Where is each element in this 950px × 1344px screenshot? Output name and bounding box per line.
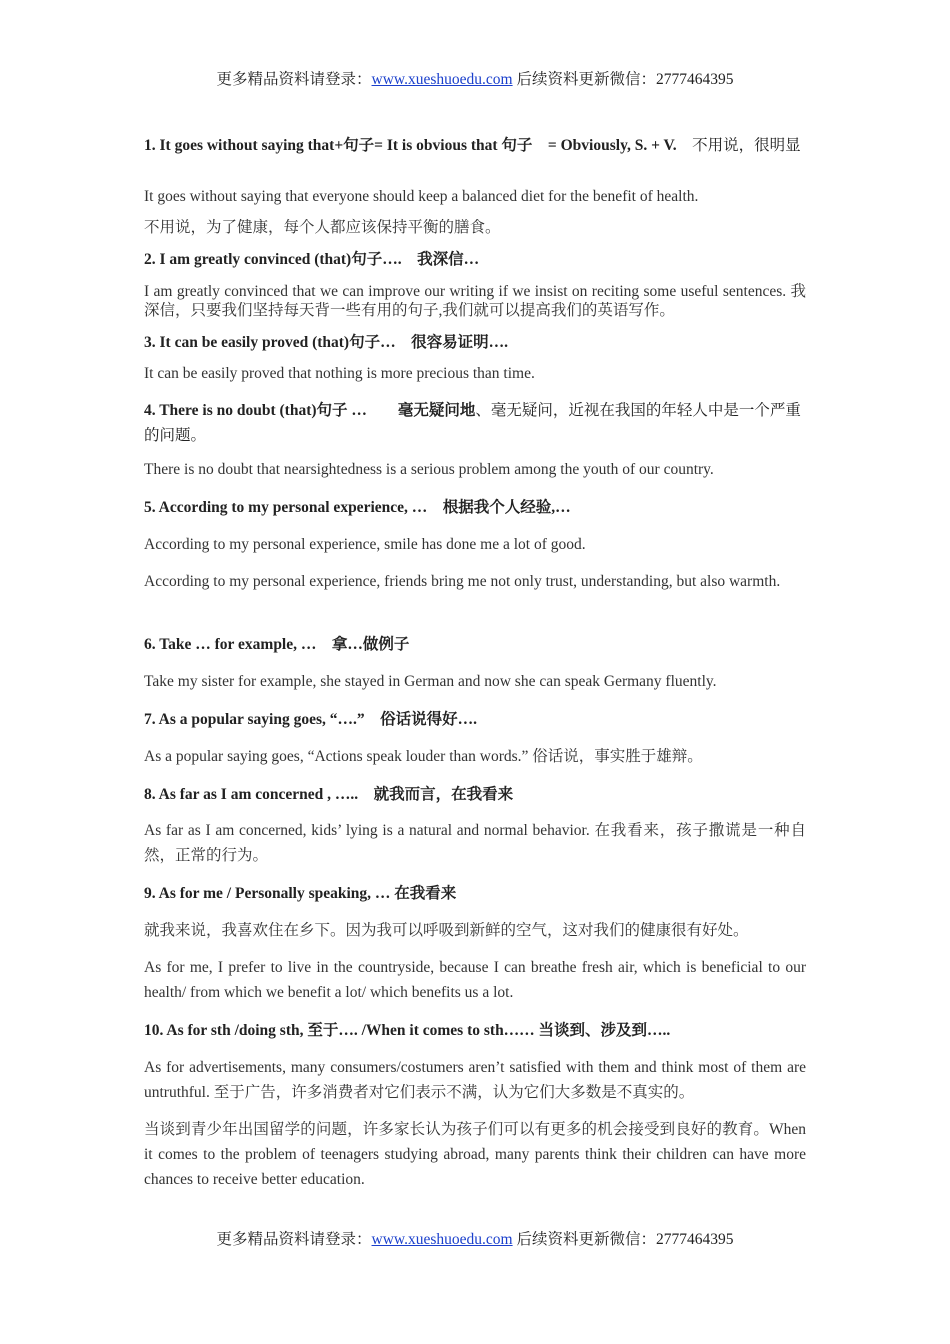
item-9-example: As for me, I prefer to live in the countryside, because I can breathe fresh air, which is beneficial to our health/ from which we benefit a lot/ which benefits us a lot. <box>144 959 806 1001</box>
item-10-example-2: 当谈到青少年出国留学的问题，许多家长认为孩子们可以有更多的机会接受到良好的教育。When it comes to the problem of teenagers studying abroad, many parents think their children can have more chances to receive better education. <box>144 1121 806 1188</box>
item-1-example: It goes without saying that everyone should keep a balanced diet for the benefit of health. <box>144 188 699 205</box>
item-8-example: As far as I am concerned, kids’ lying is a natural and normal behavior. 在我看来，孩子撒谎是一种自然，正常的行为。 <box>144 822 806 864</box>
item-6-example: Take my sister for example, she stayed in German and now she can speak Germany fluently. <box>144 673 717 690</box>
item-4-example: There is no doubt that nearsightedness is a serious problem among the youth of our country. <box>144 461 714 478</box>
item-10-example-1: As for advertisements, many consumers/costumers aren’t satisfied with them and think most of them are untruthful. 至于广告，许多消费者对它们表示不满，认为它们大多数是不真实的。 <box>144 1059 806 1101</box>
item-3-heading: 3. It can be easily proved (that)句子… 很容易证明…. <box>144 334 508 351</box>
item-7-example: As a popular saying goes, “Actions speak louder than words.” 俗话说，事实胜于雄辩。 <box>144 748 703 765</box>
item-4-heading: 4. There is no doubt (that)句子 … 毫无疑问地、毫无疑问，近视在我国的年轻人中是一个严重的问题。 <box>144 402 801 444</box>
item-1-heading-tail: 不用说，很明显 <box>692 137 801 154</box>
page-footer <box>0 1227 950 1249</box>
item-8-heading: 8. As far as I am concerned , ….. 就我而言，在我看来 <box>144 786 514 803</box>
item-5-example-1: According to my personal experience, smile has done me a lot of good. <box>144 536 586 553</box>
item-9-heading: 9. As for me / Personally speaking, … 在我看来 <box>144 885 457 902</box>
item-7-heading: 7. As a popular saying goes, “….” 俗话说得好…. <box>144 711 478 728</box>
footer-link[interactable]: www.xueshuoedu.com <box>371 1231 513 1248</box>
footer-prefix: 更多精品资料请登录： <box>216 1231 372 1248</box>
footer-suffix: 后续资料更新微信：2777464395 <box>512 1231 734 1248</box>
header-prefix: 更多精品资料请登录： <box>216 71 372 88</box>
page-header <box>0 67 950 89</box>
item-3-example: It can be easily proved that nothing is more precious than time. <box>144 365 535 382</box>
item-4-heading-tail: 、毫无疑问，近视在我国的年轻人中是一个严重的问题。 <box>144 402 801 444</box>
item-1-translation: 不用说，为了健康，每个人都应该保持平衡的膳食。 <box>144 219 501 236</box>
item-2-example: I am greatly convinced that we can improve our writing if we insist on reciting some useful sentences. 我深信，只要我们坚持每天背一些有用的句子,我们就可以提高我们的英语写作。 <box>144 283 806 319</box>
header-link[interactable]: www.xueshuoedu.com <box>371 71 513 88</box>
item-5-heading: 5. According to my personal experience, … 根据我个人经验,… <box>144 499 571 516</box>
header-suffix: 后续资料更新微信：2777464395 <box>512 71 734 88</box>
item-1-heading: 1. It goes without saying that+句子= It is obvious that 句子 = Obviously, S. + V. 不用说，很明显 <box>144 137 801 154</box>
item-6-heading: 6. Take … for example, … 拿…做例子 <box>144 636 410 653</box>
item-5-example-2: According to my personal experience, friends bring me not only trust, understanding, but also warmth. <box>144 573 781 590</box>
item-9-translation: 就我来说，我喜欢住在乡下。因为我可以呼吸到新鲜的空气，这对我们的健康很有好处。 <box>144 922 749 939</box>
item-10-heading: 10. As for sth /doing sth, 至于…. /When it comes to sth…… 当谈到、涉及到….. <box>144 1022 671 1039</box>
item-2-heading: 2. I am greatly convinced (that)句子…. 我深信… <box>144 251 480 268</box>
